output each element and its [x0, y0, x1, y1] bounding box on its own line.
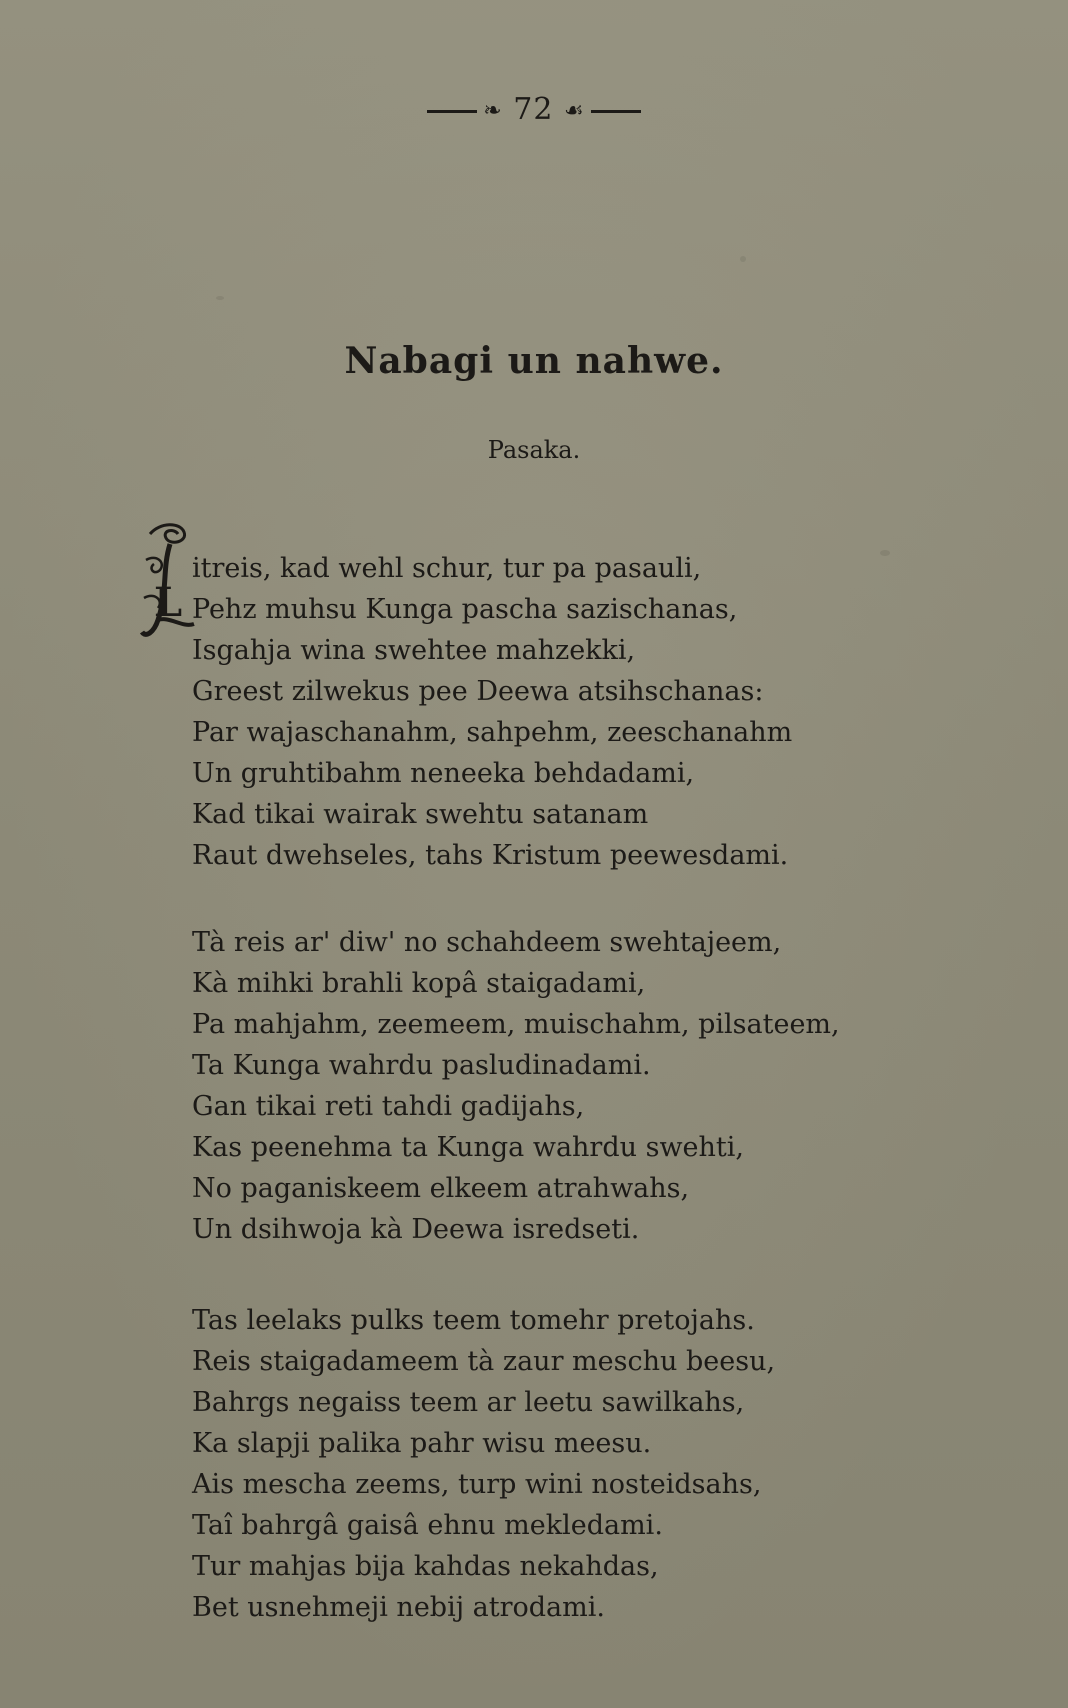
stanza-2 — [192, 922, 840, 1250]
verse-line: itreis, kad wehl schur, tur pa pasauli, — [192, 553, 702, 584]
verse-line: Un dsihwoja kà Deewa isredseti. — [192, 1214, 640, 1245]
verse-line: Raut dwehseles, tahs Kristum peewesdami. — [192, 840, 789, 871]
verse-line: Isgahja wina swehtee mahzekki, — [192, 635, 636, 666]
right-ornament-icon: ☙ — [563, 98, 585, 124]
left-rule — [427, 110, 477, 113]
verse-line: Tà reis ar' diw' no schahdeem swehtajeem, — [192, 927, 782, 958]
poem-subtitle: Pasaka. — [487, 436, 581, 464]
poem-title: Nabagi un nahwe. — [344, 340, 724, 382]
paper-spot — [216, 296, 224, 300]
page-number-text: 72 — [513, 92, 554, 127]
verse-line: Pehz muhsu Kunga pascha sazischanas, — [192, 594, 738, 625]
paper-spot — [740, 256, 746, 262]
left-ornament-icon: ❧ — [483, 98, 503, 124]
verse-line: Tas leelaks pulks teem tomehr pretojahs. — [192, 1305, 755, 1336]
verse-line: Ka slapji palika pahr wisu meesu. — [192, 1428, 652, 1459]
verse-line: Kas peenehma ta Kunga wahrdu swehti, — [192, 1132, 744, 1163]
verse-line: Taî bahrgâ gaisâ ehnu mekledami. — [192, 1510, 663, 1541]
verse-line: Bahrgs negaiss teem ar leetu sawilkahs, — [192, 1387, 745, 1418]
paper-spot — [880, 550, 890, 556]
stanza-1 — [192, 548, 832, 876]
stanza-3 — [192, 1300, 832, 1628]
verse-line: Kad tikai wairak swehtu satanam — [192, 799, 649, 830]
verse-line: Kà mihki brahli kopâ staigadami, — [192, 968, 646, 999]
verse-line: Ta Kunga wahrdu pasludinadami. — [192, 1050, 651, 1081]
verse-line: Reis staigadameem tà zaur meschu beesu, — [192, 1346, 776, 1377]
verse-line: Tur mahjas bija kahdas nekahdas, — [192, 1551, 659, 1582]
verse-line: Greest zilwekus pee Deewa atsihschanas: — [192, 676, 764, 707]
verse-line: Un gruhtibahm neneeka behdadami, — [192, 758, 695, 789]
right-rule — [591, 110, 641, 113]
verse-line: Par wajaschanahm, sahpehm, zeeschanahm — [192, 717, 793, 748]
verse-line: Pa mahjahm, zeemeem, muischahm, pilsateem, — [192, 1009, 840, 1040]
dropcap-letter: L — [154, 579, 183, 626]
verse-line: Bet usnehmeji nebij atrodami. — [192, 1592, 605, 1623]
page-number — [0, 92, 1068, 127]
verse-line: No paganiskeem elkeem atrahwahs, — [192, 1173, 690, 1204]
verse-line: Gan tikai reti tahdi gadijahs, — [192, 1091, 585, 1122]
verse-line: Ais mescha zeems, turp wini nosteidsahs, — [192, 1469, 762, 1500]
dropcap-ornament-icon — [140, 520, 196, 648]
